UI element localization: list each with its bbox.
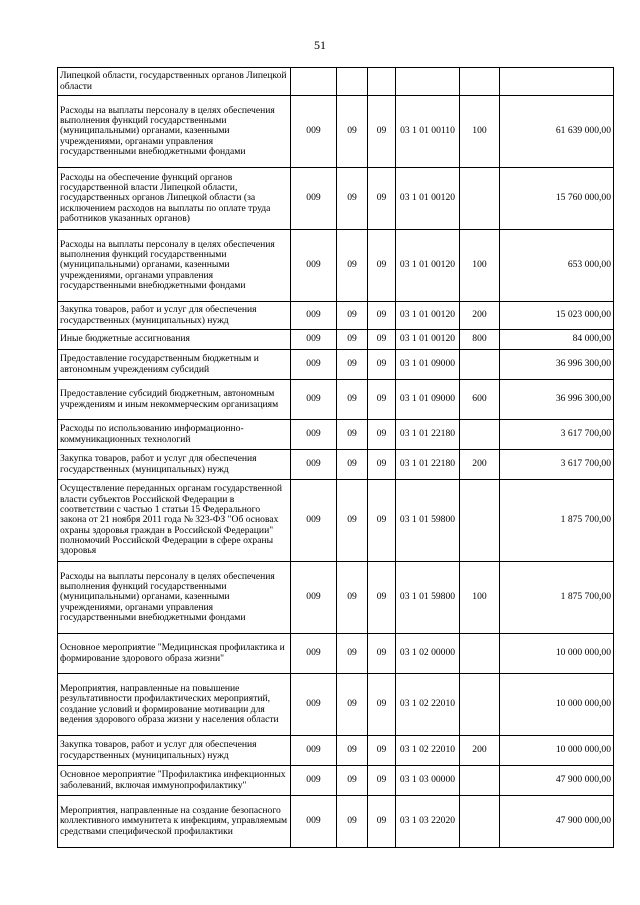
section-code-cell: 09 — [337, 736, 368, 766]
row-name-cell: Основное мероприятие "Медицинская профилактика и формирование здорового образа жизни" — [58, 634, 291, 674]
row-name-cell: Закупка товаров, работ и услуг для обеспечения государственных (муниципальных) нужд — [58, 450, 291, 480]
table-row — [58, 230, 614, 302]
amount-cell: 3 617 700,00 — [500, 420, 614, 450]
amount-cell: 47 900 000,00 — [500, 796, 614, 848]
amount-cell: 15 760 000,00 — [500, 168, 614, 230]
row-name-cell: Расходы по использованию информационно-коммуникационных технологий — [58, 420, 291, 450]
row-name-cell: Мероприятия, направленные на создание безопасного коллективного иммунитета к инфекциям, управляемым средствами специфической профилактики — [58, 796, 291, 848]
amount-cell: 36 996 300,00 — [500, 380, 614, 420]
ministry-code-cell: 009 — [291, 562, 337, 634]
row-name-cell: Мероприятия, направленные на повышение результативности профилактических мероприятий, создание условий и формирование мотивации для ведения здорового образа жизни у населения области — [58, 674, 291, 736]
subsection-code-cell: 09 — [368, 96, 396, 168]
amount-cell: 47 900 000,00 — [500, 766, 614, 796]
table-row — [58, 350, 614, 380]
expense-type-cell — [460, 350, 500, 380]
section-code-cell: 09 — [337, 480, 368, 562]
section-code-cell: 09 — [337, 168, 368, 230]
subsection-code-cell: 09 — [368, 350, 396, 380]
subsection-code-cell: 09 — [368, 420, 396, 450]
subsection-code-cell — [368, 68, 396, 96]
ministry-code-cell: 009 — [291, 350, 337, 380]
ministry-code-cell: 009 — [291, 450, 337, 480]
expense-type-cell: 100 — [460, 96, 500, 168]
expense-type-cell — [460, 634, 500, 674]
table-row — [58, 330, 614, 350]
amount-cell: 3 617 700,00 — [500, 450, 614, 480]
subsection-code-cell: 09 — [368, 796, 396, 848]
expense-type-cell: 200 — [460, 450, 500, 480]
amount-cell — [500, 68, 614, 96]
target-article-cell: 03 1 01 00120 — [396, 168, 460, 230]
row-name-cell: Закупка товаров, работ и услуг для обеспечения государственных (муниципальных) нужд — [58, 736, 291, 766]
section-code-cell: 09 — [337, 674, 368, 736]
target-article-cell: 03 1 01 00120 — [396, 330, 460, 350]
table-row — [58, 302, 614, 330]
amount-cell: 1 875 700,00 — [500, 480, 614, 562]
target-article-cell: 03 1 01 09000 — [396, 380, 460, 420]
expense-type-cell — [460, 168, 500, 230]
ministry-code-cell: 009 — [291, 380, 337, 420]
amount-cell: 10 000 000,00 — [500, 736, 614, 766]
row-name-cell: Осуществление переданных органам государственной власти субъектов Российской Федерации в соответствии с частью 1 статьи 15 Федерального закона от 21 ноября 2011 года № 323-ФЗ "Об основах охраны здоровья граждан в Российской Федерации" полномочий Российской Федерации в сфере охраны здоровья — [58, 480, 291, 562]
table-row — [58, 562, 614, 634]
target-article-cell: 03 1 01 59800 — [396, 562, 460, 634]
ministry-code-cell: 009 — [291, 736, 337, 766]
row-name-cell: Расходы на выплаты персоналу в целях обеспечения выполнения функций государственными (муниципальными) органами, казенными учреждениями, органами управления государственными внебюджетными фондами — [58, 230, 291, 302]
table-row — [58, 634, 614, 674]
row-name-cell: Предоставление субсидий бюджетным, автономным учреждениям и иным некоммерческим организациям — [58, 380, 291, 420]
subsection-code-cell: 09 — [368, 450, 396, 480]
row-name-cell: Закупка товаров, работ и услуг для обеспечения государственных (муниципальных) нужд — [58, 302, 291, 330]
table-row — [58, 450, 614, 480]
ministry-code-cell: 009 — [291, 480, 337, 562]
budget-table-body — [58, 68, 614, 848]
table-row — [58, 168, 614, 230]
table-row — [58, 480, 614, 562]
row-name-cell: Расходы на выплаты персоналу в целях обеспечения выполнения функций государственными (муниципальными) органами, казенными учреждениями, органами управления государственными внебюджетными фондами — [58, 562, 291, 634]
subsection-code-cell: 09 — [368, 562, 396, 634]
budget-table — [57, 67, 614, 848]
target-article-cell: 03 1 02 22010 — [396, 674, 460, 736]
amount-cell: 61 639 000,00 — [500, 96, 614, 168]
target-article-cell: 03 1 01 00110 — [396, 96, 460, 168]
expense-type-cell — [460, 766, 500, 796]
ministry-code-cell: 009 — [291, 96, 337, 168]
amount-cell: 10 000 000,00 — [500, 634, 614, 674]
ministry-code-cell: 009 — [291, 302, 337, 330]
section-code-cell: 09 — [337, 302, 368, 330]
target-article-cell: 03 1 02 22010 — [396, 736, 460, 766]
row-name-cell: Предоставление государственным бюджетным и автономным учреждениям субсидий — [58, 350, 291, 380]
row-name-cell: Расходы на обеспечение функций органов государственной власти Липецкой области, государственных органов Липецкой области (за исключением расходов на выплаты по оплате труда работников указанных органов) — [58, 168, 291, 230]
subsection-code-cell: 09 — [368, 736, 396, 766]
ministry-code-cell: 009 — [291, 634, 337, 674]
amount-cell: 15 023 000,00 — [500, 302, 614, 330]
table-row — [58, 736, 614, 766]
section-code-cell: 09 — [337, 230, 368, 302]
ministry-code-cell: 009 — [291, 330, 337, 350]
subsection-code-cell: 09 — [368, 168, 396, 230]
section-code-cell: 09 — [337, 634, 368, 674]
ministry-code-cell: 009 — [291, 230, 337, 302]
target-article-cell: 03 1 01 09000 — [396, 350, 460, 380]
table-row — [58, 796, 614, 848]
expense-type-cell — [460, 480, 500, 562]
amount-cell: 36 996 300,00 — [500, 350, 614, 380]
section-code-cell — [337, 68, 368, 96]
subsection-code-cell: 09 — [368, 230, 396, 302]
table-row — [58, 96, 614, 168]
subsection-code-cell: 09 — [368, 480, 396, 562]
table-row — [58, 420, 614, 450]
table-row — [58, 766, 614, 796]
amount-cell: 1 875 700,00 — [500, 562, 614, 634]
row-name-cell: Расходы на выплаты персоналу в целях обеспечения выполнения функций государственными (муниципальными) органами, казенными учреждениями, органами управления государственными внебюджетными фондами — [58, 96, 291, 168]
target-article-cell: 03 1 01 00120 — [396, 230, 460, 302]
section-code-cell: 09 — [337, 350, 368, 380]
row-name-cell: Липецкой области, государственных органов Липецкой области — [58, 68, 291, 96]
target-article-cell: 03 1 01 22180 — [396, 420, 460, 450]
expense-type-cell — [460, 796, 500, 848]
section-code-cell: 09 — [337, 96, 368, 168]
section-code-cell: 09 — [337, 330, 368, 350]
subsection-code-cell: 09 — [368, 634, 396, 674]
ministry-code-cell: 009 — [291, 796, 337, 848]
expense-type-cell — [460, 420, 500, 450]
table-row — [58, 380, 614, 420]
section-code-cell: 09 — [337, 796, 368, 848]
section-code-cell: 09 — [337, 450, 368, 480]
target-article-cell: 03 1 02 00000 — [396, 634, 460, 674]
subsection-code-cell: 09 — [368, 302, 396, 330]
row-name-cell: Иные бюджетные ассигнования — [58, 330, 291, 350]
target-article-cell: 03 1 03 00000 — [396, 766, 460, 796]
target-article-cell: 03 1 03 22020 — [396, 796, 460, 848]
ministry-code-cell: 009 — [291, 420, 337, 450]
subsection-code-cell: 09 — [368, 380, 396, 420]
amount-cell: 653 000,00 — [500, 230, 614, 302]
table-row — [58, 68, 614, 96]
target-article-cell: 03 1 01 59800 — [396, 480, 460, 562]
table-row — [58, 674, 614, 736]
amount-cell: 84 000,00 — [500, 330, 614, 350]
amount-cell: 10 000 000,00 — [500, 674, 614, 736]
target-article-cell: 03 1 01 00120 — [396, 302, 460, 330]
expense-type-cell — [460, 68, 500, 96]
ministry-code-cell: 009 — [291, 168, 337, 230]
expense-type-cell: 800 — [460, 330, 500, 350]
target-article-cell: 03 1 01 22180 — [396, 450, 460, 480]
expense-type-cell: 200 — [460, 302, 500, 330]
expense-type-cell: 100 — [460, 230, 500, 302]
page-number: 51 — [314, 38, 326, 52]
expense-type-cell: 600 — [460, 380, 500, 420]
subsection-code-cell: 09 — [368, 766, 396, 796]
expense-type-cell — [460, 674, 500, 736]
section-code-cell: 09 — [337, 562, 368, 634]
ministry-code-cell — [291, 68, 337, 96]
ministry-code-cell: 009 — [291, 766, 337, 796]
subsection-code-cell: 09 — [368, 674, 396, 736]
target-article-cell — [396, 68, 460, 96]
section-code-cell: 09 — [337, 420, 368, 450]
row-name-cell: Основное мероприятие "Профилактика инфекционных заболеваний, включая иммунопрофилактику" — [58, 766, 291, 796]
subsection-code-cell: 09 — [368, 330, 396, 350]
ministry-code-cell: 009 — [291, 674, 337, 736]
expense-type-cell: 200 — [460, 736, 500, 766]
section-code-cell: 09 — [337, 380, 368, 420]
section-code-cell: 09 — [337, 766, 368, 796]
expense-type-cell: 100 — [460, 562, 500, 634]
